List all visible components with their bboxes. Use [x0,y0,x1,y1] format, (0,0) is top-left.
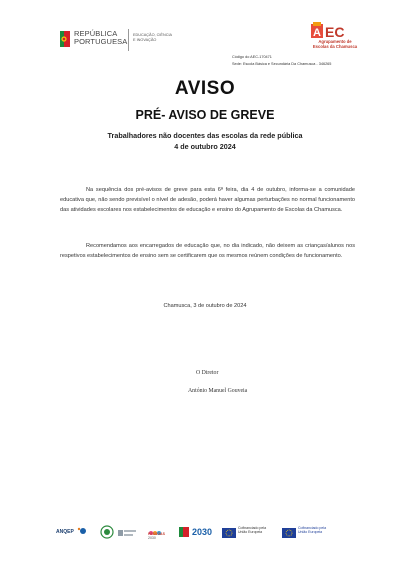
portugal-2030-icon [178,525,192,539]
ministry-label [133,33,172,43]
ministry-line-1: EDUCAÇÃO, CIÊNCIA [133,33,173,37]
anqep-label: ANQEP [56,529,74,535]
signer-title: O Diretor [196,370,219,376]
pessoas-year: 2030 [148,536,156,540]
header-divider [128,29,129,51]
circle-seal-icon [100,525,114,539]
portugal-2030-logo [178,525,220,545]
school-codes [232,54,331,67]
aec-sub-line-2: Escolas da Chamusca [312,44,358,49]
partner-logo [118,525,136,545]
republica-line: REPÚBLICA [74,29,118,38]
notice-audience-block [0,130,410,152]
cofin2-line-1: Cofinanciado pela [298,526,327,530]
notice-subtitle: PRÉ- AVISO DE GREVE [135,108,275,122]
partner-mark-icon [118,528,136,538]
school-seat: Sede: Escola Básica e Secundária Da Chamusca - 346265 [232,61,332,66]
ministry-line-2: E INOVAÇÃO [133,38,157,42]
svg-text:EC: EC [325,24,345,40]
place-date: Chamusca, 3 de outubro de 2024 [163,303,247,309]
qualifica-logo [100,525,114,545]
portuguesa-line: PORTUGUESA [74,37,128,46]
eu-flag-icon [222,528,236,538]
portugal-flag-icon [60,31,70,47]
aec-code: Código do AEC-170471 [232,55,272,59]
cofin-line-1: Cofinanciado pela [238,526,267,530]
signer-name: António Manuel Gouveia [188,388,248,394]
pessoas-label: PESSOAS [148,532,165,536]
notice-audience: Trabalhadores não docentes das escolas da rede pública [107,131,303,140]
aec-logo [305,22,365,52]
eu-cofinanced-logo-2 [282,525,352,545]
eu-cofinanced-logo [222,525,280,545]
aec-sub-line-1: Agrupamento de [318,39,352,44]
footer-logos [56,525,356,545]
signature-block [188,364,247,400]
paragraph-1: Na sequência dos pré-avisos de greve para esta 6ª feira, dia 4 de outubro, informa-se a comunidade educativa que, não sendo previsível o nível de adesão, poderá haver algumas perturbações no normal funcionamento das atividades escolares nos estabelecimentos de educação e ensino do Agrupamento de Escolas da Chamusca. [60,187,355,214]
aec-mark-icon [309,22,353,40]
republica-portuguesa-logo [60,30,130,50]
page-title: AVISO [174,78,236,99]
anqep-logo [56,525,88,545]
anqep-icon [56,525,88,545]
eu-flag-icon [282,528,296,538]
notice-date: 4 de outubro 2024 [174,142,236,151]
p2030-label: 2030 [192,527,213,537]
pessoas-2030-logo [148,525,176,545]
cofin-line-2: União Europeia [238,530,263,534]
paragraph-2: Recomendamos aos encarregados de educação que, no dia indicado, não deixem as crianças/alunos nos respetivos estabelecimentos de ensino sem se certificarem que os mesmos reúnem condições de funcionamento. [60,243,355,260]
cofin2-line-2: União Europeia [298,530,323,534]
svg-text:A: A [313,27,321,39]
